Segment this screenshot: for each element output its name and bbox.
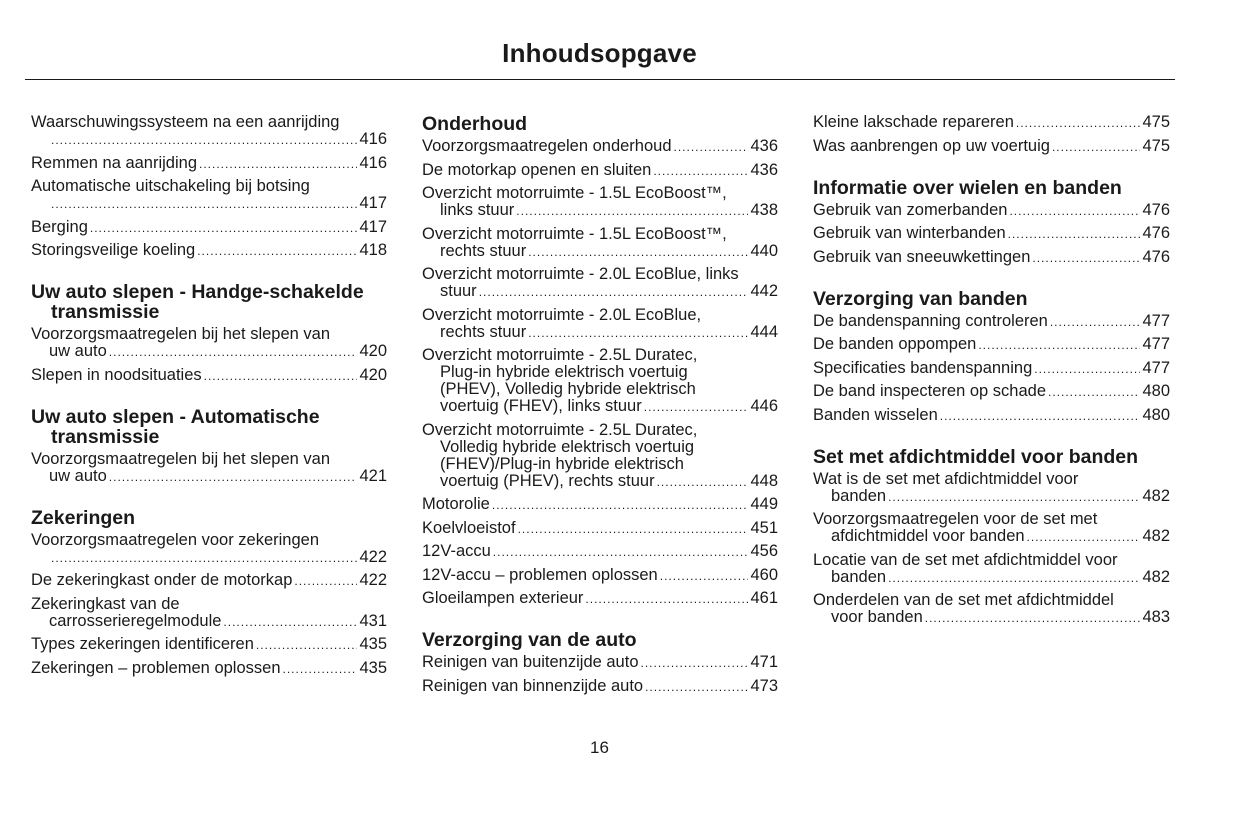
- toc-entry-text: Overzicht motorruimte - 2.5L Duratec,: [422, 346, 698, 364]
- toc-page-number: 416: [359, 153, 387, 172]
- toc-page-number: 482: [1142, 486, 1170, 505]
- dot-leader: [645, 679, 748, 696]
- dot-leader: [90, 220, 358, 237]
- toc-entry-text: uw auto: [49, 466, 107, 485]
- toc-entry[interactable]: [422, 496, 778, 514]
- dot-leader: [283, 661, 358, 678]
- dot-leader: [256, 637, 358, 654]
- dot-leader: [518, 521, 749, 538]
- dot-leader: [1008, 226, 1141, 243]
- toc-section: [813, 114, 1170, 156]
- toc-entry[interactable]: [422, 678, 778, 696]
- toc-entry-text: Gloeilampen exterieur: [422, 589, 584, 607]
- dot-leader: [1034, 361, 1140, 378]
- toc-section: [31, 282, 387, 385]
- section-heading: Verzorging van banden: [813, 287, 1028, 310]
- dot-leader: [978, 337, 1140, 354]
- toc-entry-text: Banden wisselen: [813, 405, 938, 424]
- toc-entry[interactable]: [31, 326, 387, 361]
- dot-leader: [197, 243, 357, 260]
- toc-page-number: 436: [750, 137, 778, 155]
- toc-entry-text: Wat is de set met afdichtmiddel voor: [813, 469, 1079, 488]
- dot-leader: [109, 469, 358, 486]
- toc-entry-text: voertuig (PHEV), rechts stuur: [440, 471, 655, 490]
- toc-entry-text: De zekeringkast onder de motorkap: [31, 571, 293, 589]
- toc-page-number: 431: [359, 611, 387, 630]
- toc-entry[interactable]: [422, 654, 778, 672]
- dot-leader: [657, 474, 749, 491]
- toc-entry-text: De banden oppompen: [813, 335, 977, 353]
- dot-leader: [1052, 139, 1141, 156]
- toc-page-number: 476: [1142, 247, 1170, 266]
- toc-page-number: 480: [1142, 405, 1170, 424]
- toc-entry-text: Waarschuwingssysteem na een aanrijding: [31, 113, 340, 131]
- page-number: 16: [590, 738, 609, 757]
- toc-page-number: 476: [1142, 224, 1170, 242]
- dot-leader: [51, 196, 357, 213]
- toc-section: [31, 508, 387, 678]
- dot-leader: [653, 163, 748, 180]
- toc-page-number: 435: [359, 658, 387, 677]
- toc-entry-text: uw auto: [49, 342, 107, 360]
- toc-page-number: 475: [1142, 113, 1170, 131]
- toc-entry[interactable]: [813, 592, 1170, 627]
- toc-entry[interactable]: [813, 336, 1170, 354]
- toc-page-number: 451: [750, 518, 778, 537]
- section-heading: Set met afdichtmiddel voor banden: [813, 445, 1139, 468]
- toc-entry-text: Gebruik van zomerbanden: [813, 200, 1008, 219]
- toc-page-number: 418: [359, 241, 387, 259]
- toc-entry-text: 12V-accu – problemen oplossen: [422, 565, 658, 584]
- page-title: Inhoudsopgave: [502, 38, 697, 68]
- toc-entry[interactable]: [422, 543, 778, 561]
- toc-entry-text: 12V-accu: [422, 542, 491, 560]
- toc-entry[interactable]: [422, 226, 778, 261]
- toc-entry-text: carrosserieregelmodule: [49, 611, 222, 630]
- toc-entry-text: (FHEV)/Plug-in hybride elektrisch: [440, 454, 684, 473]
- toc-section: [813, 178, 1170, 267]
- toc-entry[interactable]: [31, 572, 387, 590]
- toc-entry-text: Gebruik van winterbanden: [813, 224, 1006, 242]
- toc-page-number: 444: [750, 322, 778, 341]
- toc-column-3: [813, 114, 1170, 649]
- toc-entry-text: Voorzorgsmaatregelen voor de set met: [813, 510, 1098, 528]
- toc-entry[interactable]: [31, 660, 387, 678]
- toc-entry-text: Overzicht motorruimte - 2.0L EcoBlue, links: [422, 265, 739, 283]
- toc-entry[interactable]: [31, 178, 387, 213]
- dot-leader: [109, 344, 358, 361]
- toc-entry[interactable]: [31, 114, 387, 149]
- toc-page-number: 461: [750, 589, 778, 607]
- toc-page-number: 480: [1142, 382, 1170, 400]
- toc-entry[interactable]: [813, 202, 1170, 220]
- toc-entry-text: Voorzorgsmaatregelen onderhoud: [422, 137, 672, 155]
- toc-page-number: 471: [750, 653, 778, 671]
- toc-section: [422, 114, 778, 608]
- toc-entry-text: Gebruik van sneeuwkettingen: [813, 247, 1031, 266]
- toc-page-number: 421: [359, 466, 387, 485]
- toc-entry-text: Berging: [31, 217, 88, 236]
- toc-page-number: 422: [359, 547, 387, 566]
- toc-entry-text: Specificaties bandenspanning: [813, 358, 1033, 377]
- toc-page-number: 477: [1142, 335, 1170, 353]
- toc-entry[interactable]: [31, 155, 387, 173]
- toc-entry[interactable]: [813, 114, 1170, 132]
- dot-leader: [1048, 384, 1140, 401]
- toc-page-number: 417: [359, 217, 387, 236]
- toc-page-number: 448: [750, 471, 778, 490]
- toc-entry-text: Storingsveilige koeling: [31, 241, 196, 259]
- toc-entry-text: Plug-in hybride elektrisch voertuig: [440, 363, 688, 381]
- toc-entry[interactable]: [813, 407, 1170, 425]
- dot-leader: [1016, 115, 1141, 132]
- toc-entry[interactable]: [813, 225, 1170, 243]
- section-heading: Informatie over wielen en banden: [813, 176, 1122, 199]
- toc-entry[interactable]: [813, 138, 1170, 156]
- toc-entry-text: rechts stuur: [440, 322, 527, 341]
- toc-entry[interactable]: [31, 636, 387, 654]
- toc-entry[interactable]: [813, 249, 1170, 267]
- toc-page-number: 442: [750, 282, 778, 300]
- dot-leader: [1050, 314, 1141, 331]
- dot-leader: [641, 655, 749, 672]
- toc-page-number: 420: [359, 342, 387, 360]
- toc-entry-text: voor banden: [831, 608, 923, 626]
- dot-leader: [204, 368, 358, 385]
- dot-leader: [644, 399, 749, 416]
- toc-entry-text: Koelvloeistof: [422, 518, 516, 537]
- toc-entry[interactable]: [813, 471, 1170, 506]
- toc-page-number: 440: [750, 241, 778, 260]
- toc-entry-text: rechts stuur: [440, 241, 527, 260]
- toc-page-number: 416: [359, 130, 387, 148]
- toc-page-number: 482: [1142, 527, 1170, 545]
- toc-page-number: 475: [1142, 136, 1170, 155]
- toc-entry-text: (PHEV), Volledig hybride elektrisch: [440, 380, 696, 398]
- section-heading: Uw auto slepen - Handge-schakelde transmissie: [31, 281, 364, 323]
- toc-entry-text: Remmen na aanrijding: [31, 153, 198, 172]
- dot-leader: [516, 203, 748, 220]
- section-heading: Verzorging van de auto: [422, 629, 637, 651]
- toc-column-1: [31, 114, 387, 700]
- toc-entry-text: Overzicht motorruimte - 1.5L EcoBoost™,: [422, 224, 727, 243]
- dot-leader: [888, 489, 1140, 506]
- toc-entry[interactable]: [422, 162, 778, 180]
- toc-page-number: 449: [750, 495, 778, 513]
- dot-leader: [51, 550, 357, 567]
- toc-entry-text: Types zekeringen identificeren: [31, 635, 254, 653]
- toc-entry-text: banden: [831, 567, 887, 586]
- toc-page-number: 476: [1142, 200, 1170, 219]
- toc-entry[interactable]: [31, 451, 387, 486]
- toc-entry-text: afdichtmiddel voor banden: [831, 527, 1025, 545]
- dot-leader: [925, 610, 1141, 627]
- toc-entry[interactable]: [813, 511, 1170, 546]
- toc-entry-text: Voorzorgsmaatregelen voor zekeringen: [31, 530, 320, 549]
- dot-leader: [1027, 529, 1141, 546]
- toc-entry[interactable]: [31, 532, 387, 567]
- toc-entry-text: Zekeringkast van de: [31, 594, 180, 613]
- toc-page-number: 435: [359, 635, 387, 653]
- dot-leader: [1032, 250, 1140, 267]
- dot-leader: [493, 544, 749, 561]
- toc-page-number: 482: [1142, 567, 1170, 586]
- toc-section: [31, 114, 387, 260]
- section-heading: Onderhoud: [422, 113, 528, 135]
- toc-entry-text: Overzicht motorruimte - 2.0L EcoBlue,: [422, 305, 702, 324]
- toc-page-number: 420: [359, 365, 387, 384]
- toc-entry-text: Voorzorgsmaatregelen bij het slepen van: [31, 325, 331, 343]
- toc-entry[interactable]: [422, 520, 778, 538]
- toc-section: [31, 407, 387, 486]
- toc-entry[interactable]: [422, 307, 778, 342]
- title-divider: [25, 79, 1175, 80]
- dot-leader: [1009, 203, 1140, 220]
- toc-page-number: 483: [1142, 608, 1170, 626]
- toc-page-number: 473: [750, 676, 778, 695]
- toc-page-number: 460: [750, 565, 778, 584]
- toc-entry[interactable]: [422, 266, 778, 301]
- toc-entry-text: voertuig (FHEV), links stuur: [440, 397, 642, 415]
- toc-entry[interactable]: [813, 313, 1170, 331]
- dot-leader: [223, 614, 357, 631]
- dot-leader: [492, 497, 749, 514]
- toc-page-number: 477: [1142, 358, 1170, 377]
- toc-entry[interactable]: [31, 219, 387, 237]
- toc-entry-text: banden: [831, 486, 887, 505]
- toc-entry[interactable]: [422, 590, 778, 608]
- toc-page-number: 422: [359, 571, 387, 589]
- toc-page-number: 417: [359, 194, 387, 212]
- toc-entry[interactable]: [813, 552, 1170, 587]
- toc-entry[interactable]: [813, 360, 1170, 378]
- toc-section: [813, 447, 1170, 628]
- toc-entry-text: Voorzorgsmaatregelen bij het slepen van: [31, 449, 331, 468]
- section-heading: Zekeringen: [31, 506, 136, 529]
- toc-entry-text: De motorkap openen en sluiten: [422, 160, 652, 179]
- dot-leader: [199, 156, 357, 173]
- toc-section: [813, 289, 1170, 425]
- toc-entry[interactable]: [422, 347, 778, 416]
- toc-entry-text: Overzicht motorruimte - 1.5L EcoBoost™,: [422, 184, 727, 202]
- toc-page-number: 477: [1142, 311, 1170, 330]
- toc-entry[interactable]: [31, 242, 387, 260]
- toc-entry-text: Volledig hybride elektrisch voertuig: [440, 437, 695, 456]
- section-heading: Uw auto slepen - Automatische transmissie: [31, 405, 320, 448]
- toc-entry-text: Overzicht motorruimte - 2.5L Duratec,: [422, 420, 698, 439]
- toc-entry-text: Zekeringen – problemen oplossen: [31, 658, 281, 677]
- toc-entry-text: De bandenspanning controleren: [813, 311, 1048, 330]
- toc-entry-text: De band inspecteren op schade: [813, 382, 1046, 400]
- toc-entry-text: Kleine lakschade repareren: [813, 113, 1014, 131]
- toc-entry-text: Was aanbrengen op uw voertuig: [813, 136, 1050, 155]
- toc-entry-text: Onderdelen van de set met afdichtmiddel: [813, 591, 1114, 609]
- toc-entry[interactable]: [31, 367, 387, 385]
- toc-entry-text: Locatie van de set met afdichtmiddel voor: [813, 550, 1118, 569]
- dot-leader: [479, 284, 749, 301]
- toc-entry-text: Motorolie: [422, 495, 490, 513]
- toc-entry-text: Reinigen van buitenzijde auto: [422, 653, 639, 671]
- toc-page-number: 446: [750, 397, 778, 415]
- toc-entry[interactable]: [813, 383, 1170, 401]
- toc-entry-text: Slepen in noodsituaties: [31, 365, 202, 384]
- dot-leader: [294, 573, 357, 590]
- toc-entry[interactable]: [422, 567, 778, 585]
- dot-leader: [51, 132, 357, 149]
- dot-leader: [585, 591, 748, 608]
- dot-leader: [528, 244, 748, 261]
- dot-leader: [940, 408, 1141, 425]
- dot-leader: [888, 570, 1140, 587]
- toc-entry-text: stuur: [440, 282, 477, 300]
- toc-entry-text: Automatische uitschakeling bij botsing: [31, 177, 310, 195]
- toc-entry-text: links stuur: [440, 201, 515, 219]
- dot-leader: [674, 139, 749, 156]
- dot-leader: [660, 568, 749, 585]
- dot-leader: [528, 325, 748, 342]
- toc-page-number: 436: [750, 160, 778, 179]
- toc-entry[interactable]: [422, 185, 778, 220]
- toc-page-number: 456: [750, 542, 778, 560]
- toc-entry-text: Reinigen van binnenzijde auto: [422, 676, 644, 695]
- toc-entry[interactable]: [422, 422, 778, 491]
- toc-section: [422, 630, 778, 696]
- toc-entry[interactable]: [422, 138, 778, 156]
- toc-column-2: [422, 114, 778, 718]
- toc-page-number: 438: [750, 201, 778, 219]
- toc-entry[interactable]: [31, 596, 387, 631]
